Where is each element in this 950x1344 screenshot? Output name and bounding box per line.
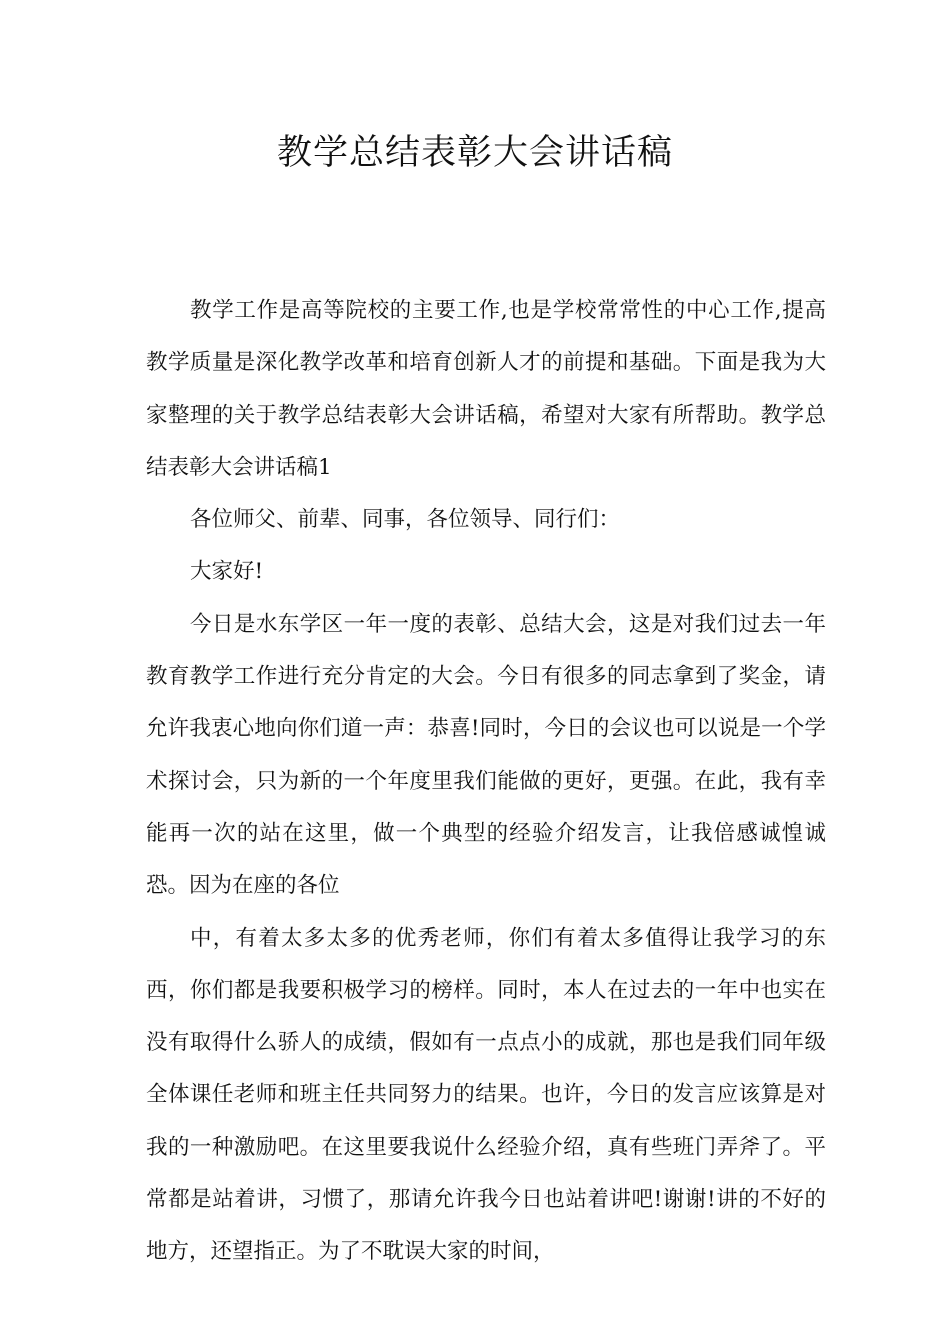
paragraph-greeting: 大家好! [190, 559, 264, 585]
paragraph-intro: 教学工作是高等院校的主要工作,也是学校常常性的中心工作,提高教学质量是深化教学改革和培育创新人才的前提和基础。下面是我为大家整理的关于教学总结表彰大会讲话稿，希望对大家有所帮助。教学总结表彰大会讲话稿1 [146, 298, 826, 480]
paragraph-salutation: 各位师父、前辈、同事，各位领导、同行们： [190, 507, 621, 533]
paragraph-continuation: 中，有着太多太多的优秀老师，你们有着太多值得让我学习的东西，你们都是我要积极学习的榜样。同时，本人在过去的一年中也实在没有取得什么骄人的成绩，假如有一点点小的成就，那也是我们同年级全体课任老师和班主任共同努力的结果。也许，今日的发言应该算是对我的一种激励吧。在这里要我说什么经验介绍，真有些班门弄斧了。平常都是站着讲，习惯了，那请允许我今日也站着讲吧!谢谢!讲的不好的地方，还望指正。为了不耽误大家的时间， [146, 925, 826, 1265]
document-body [146, 285, 826, 1279]
paragraph-opening: 今日是水东学区一年一度的表彰、总结大会，这是对我们过去一年教育教学工作进行充分肯定的大会。今日有很多的同志拿到了奖金，请允许我衷心地向你们道一声：恭喜!同时，今日的会议也可以说是一个学术探讨会，只为新的一个年度里我们能做的更好，更强。在此，我有幸能再一次的站在这里，做一个典型的经验介绍发言，让我倍感诚惶诚恐。因为在座的各位 [146, 611, 826, 899]
document-title: 教学总结表彰大会讲话稿 [276, 133, 673, 173]
